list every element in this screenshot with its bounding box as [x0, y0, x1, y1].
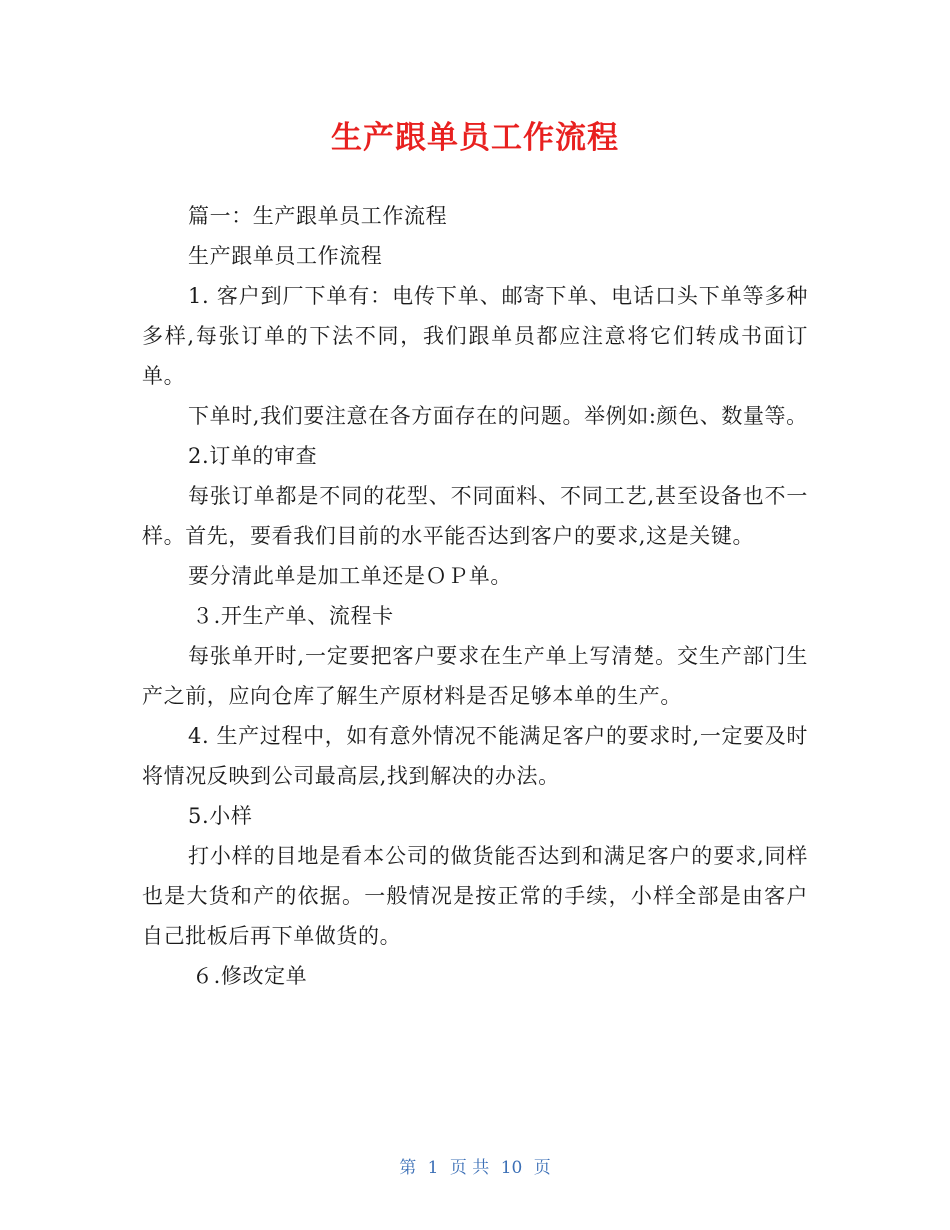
footer-total-pages: 10 — [500, 1158, 523, 1178]
footer-prefix: 第 — [399, 1158, 417, 1178]
paragraph-subtitle: 生产跟单员工作流程 — [188, 244, 383, 268]
paragraph-item-1: 1. 客户到厂下单有：电传下单、邮寄下单、电话口头下单等多种多样,每张订单的下法不同，我们跟单员都应注意将它们转成书面订单。 — [142, 284, 808, 388]
document-body — [142, 196, 808, 996]
footer-page-number: 1 — [427, 1158, 439, 1178]
paragraph-item-2-body: 每张订单都是不同的花型、不同面料、不同工艺,甚至设备也不一样。首先，要看我们目前的水平能否达到客户的要求,这是关键。 — [142, 484, 808, 548]
paragraph-item-3-heading: ３.开生产单、流程卡 — [192, 604, 394, 628]
paragraph-section-heading: 篇一：生产跟单员工作流程 — [188, 204, 448, 228]
paragraph-item-3-body: 每张单开时,一定要把客户要求在生产单上写清楚。交生产部门生产之前，应向仓库了解生产原材料是否足够本单的生产。 — [142, 644, 808, 708]
footer-suffix: 页 — [533, 1158, 551, 1178]
paragraph-item-6-heading: ６.修改定单 — [192, 964, 308, 988]
paragraph-item-2-note: 要分清此单是加工单还是ＯＰ单。 — [188, 564, 512, 588]
document-title: 生产跟单员工作流程 — [331, 120, 619, 156]
page-footer — [0, 1153, 950, 1178]
paragraph-item-2-heading: 2.订单的审查 — [188, 444, 318, 468]
paragraph-item-5-body: 打小样的目地是看本公司的做货能否达到和满足客户的要求,同样也是大货和产的依据。一般情况是按正常的手续，小样全部是由客户自己批板后再下单做货的。 — [142, 844, 808, 948]
paragraph-item-4: 4. 生产过程中，如有意外情况不能满足客户的要求时,一定要及时将情况反映到公司最高层,找到解决的办法。 — [142, 724, 808, 788]
footer-middle: 页 共 — [449, 1158, 490, 1178]
paragraph-item-1-note: 下单时,我们要注意在各方面存在的问题。举例如:颜色、数量等。 — [188, 404, 808, 428]
paragraph-item-5-heading: 5.小样 — [188, 804, 253, 828]
